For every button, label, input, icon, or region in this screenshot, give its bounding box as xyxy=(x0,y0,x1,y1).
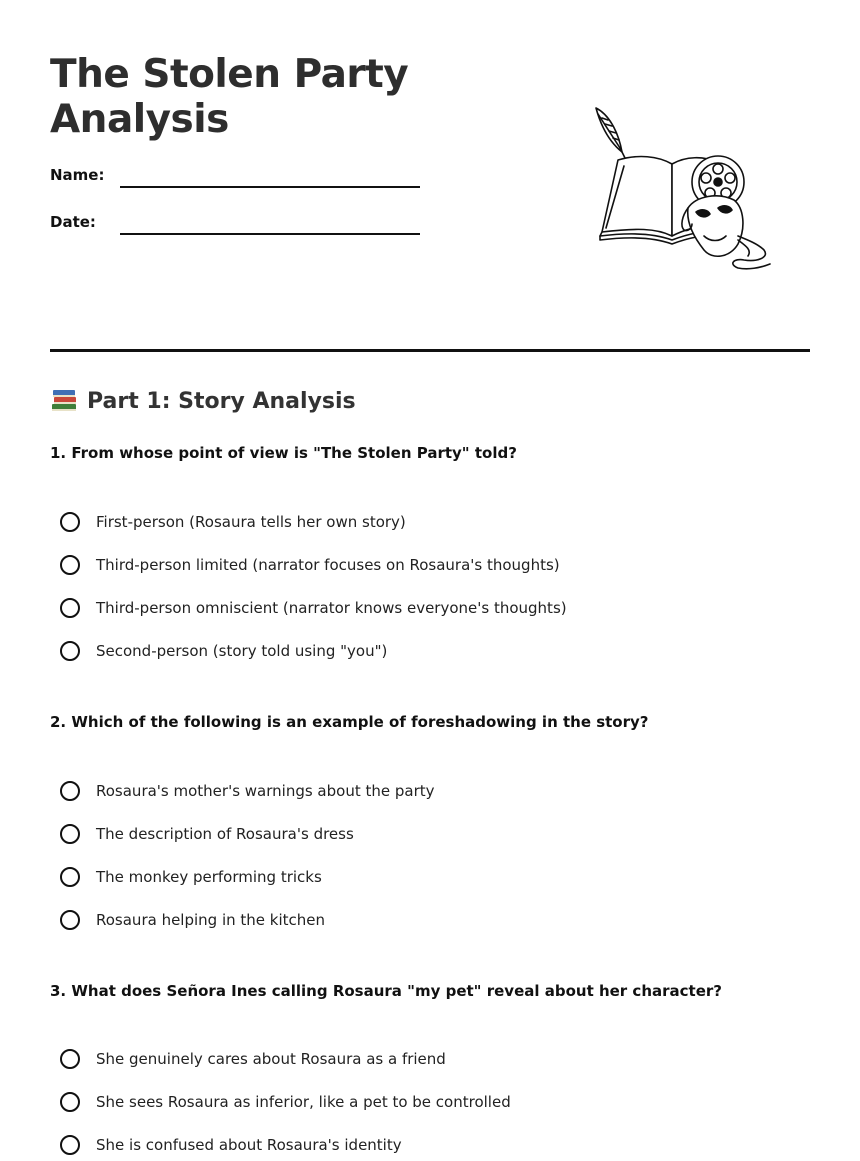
question-2-option-3[interactable] xyxy=(60,864,322,890)
option-label: Rosaura's mother's warnings about the party xyxy=(96,782,435,800)
question-2-option-4[interactable] xyxy=(60,907,325,933)
radio-button[interactable] xyxy=(60,1135,80,1155)
question-3-option-1[interactable] xyxy=(60,1046,446,1072)
radio-button[interactable] xyxy=(60,910,80,930)
name-input-line[interactable] xyxy=(120,186,420,188)
option-label: Third-person omniscient (narrator knows everyone's thoughts) xyxy=(96,599,567,617)
radio-button[interactable] xyxy=(60,512,80,532)
option-label: First-person (Rosaura tells her own story) xyxy=(96,513,406,531)
date-input-line[interactable] xyxy=(120,233,420,235)
date-label: Date: xyxy=(50,213,96,231)
option-label: She is confused about Rosaura's identity xyxy=(96,1136,402,1154)
name-field xyxy=(50,166,430,196)
question-3-option-3[interactable] xyxy=(60,1132,402,1158)
question-1-option-2[interactable] xyxy=(60,552,560,578)
question-2-option-2[interactable] xyxy=(60,821,354,847)
radio-button[interactable] xyxy=(60,598,80,618)
option-label: She sees Rosaura as inferior, like a pet to be controlled xyxy=(96,1093,511,1111)
question-1-text: 1. From whose point of view is "The Stolen Party" told? xyxy=(50,444,517,462)
option-label: Rosaura helping in the kitchen xyxy=(96,911,326,929)
question-1-option-3[interactable] xyxy=(60,595,567,621)
question-3-text: 3. What does Señora Ines calling Rosaura "my pet" reveal about her character? xyxy=(50,982,722,1000)
radio-button[interactable] xyxy=(60,867,80,887)
section-title-text: Part 1: Story Analysis xyxy=(87,388,356,414)
radio-button[interactable] xyxy=(60,555,80,575)
radio-button[interactable] xyxy=(60,824,80,844)
question-1-option-4[interactable] xyxy=(60,638,387,664)
radio-button[interactable] xyxy=(60,781,80,801)
question-1-option-1[interactable] xyxy=(60,509,406,535)
option-label: Third-person limited (narrator focuses on Rosaura's thoughts) xyxy=(96,556,560,574)
radio-button[interactable] xyxy=(60,1049,80,1069)
name-label: Name: xyxy=(50,166,105,184)
radio-button[interactable] xyxy=(60,641,80,661)
option-label: Second-person (story told using "you") xyxy=(96,642,388,660)
page-title: The Stolen Party Analysis xyxy=(50,52,409,142)
option-label: The description of Rosaura's dress xyxy=(96,825,354,843)
header-divider xyxy=(50,349,810,352)
question-2-option-1[interactable] xyxy=(60,778,435,804)
date-field xyxy=(50,213,430,243)
books-icon xyxy=(50,388,78,414)
section-title xyxy=(50,388,356,414)
option-label: The monkey performing tricks xyxy=(96,868,322,886)
radio-button[interactable] xyxy=(60,1092,80,1112)
option-label: She genuinely cares about Rosaura as a friend xyxy=(96,1050,446,1068)
book-quill-mask-film-reel-icon xyxy=(588,100,778,270)
question-3-option-2[interactable] xyxy=(60,1089,511,1115)
question-2-text: 2. Which of the following is an example of foreshadowing in the story? xyxy=(50,713,649,731)
